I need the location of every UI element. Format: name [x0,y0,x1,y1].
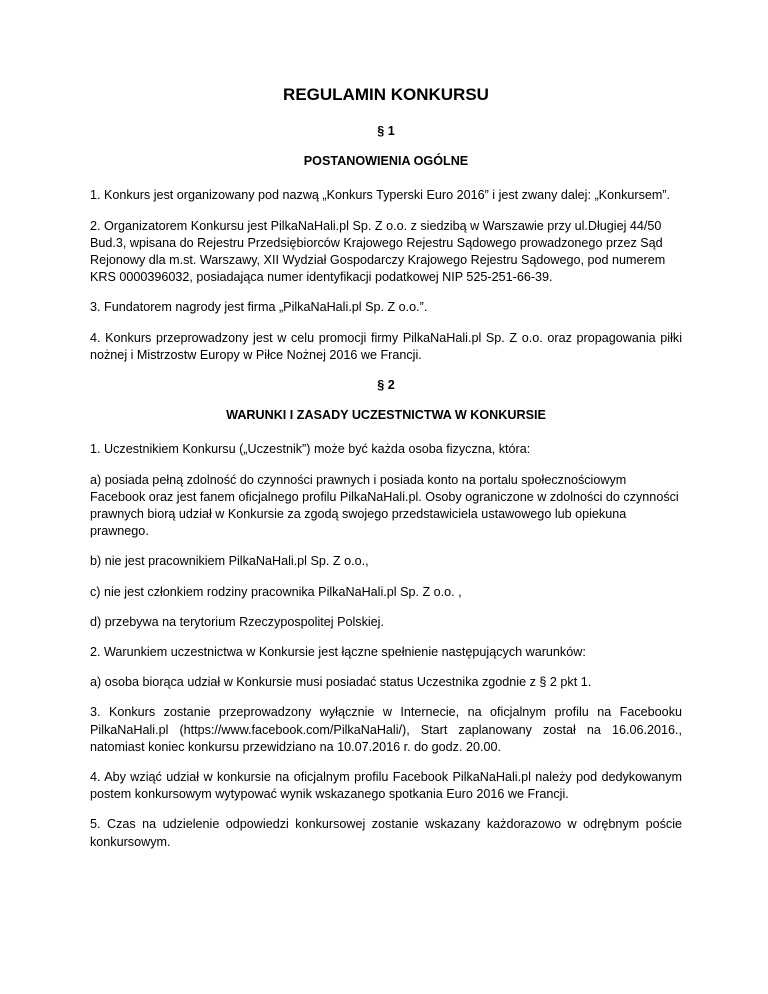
section-2-heading: WARUNKI I ZASADY UCZESTNICTWA W KONKURSIE [226,408,546,423]
document-page [90,84,682,864]
section-1-heading: POSTANOWIENIA OGÓLNE [303,154,469,169]
section-2-paragraph-2: a) posiada pełną zdolność do czynności prawnych i posiada konto na portalu społecznościowym Facebook oraz jest fanem oficjalnego profilu PilkaNaHali.pl. Osoby ograniczone w zdolności do czynności prawnych biorą udział w Konkursie za zgodą swojego przedstawiciela ustawowego lub opiekuna prawnego. [90,472,679,539]
section-1-paragraph-1: 1. Konkurs jest organizowany pod nazwą „Konkurs Typerski Euro 2016” i jest zwany dalej: „Konkursem”. [90,188,671,203]
section-2-paragraph-6: 2. Warunkiem uczestnictwa w Konkursie jest łączne spełnienie następujących warunków: [90,645,586,660]
section-2-paragraph-9: 4. Aby wziąć udział w konkursie na oficjalnym profilu Facebook PilkaNaHali.pl należy pod dedykowanym postem konkursowym wytypować wynik wskazanego spotkania Euro 2016 we Francji. [90,770,682,802]
document-title: REGULAMIN KONKURSU [283,85,489,104]
section-2-paragraph-3: b) nie jest pracownikiem PilkaNaHali.pl Sp. Z o.o., [90,554,369,569]
section-2-paragraph-1: 1. Uczestnikiem Konkursu („Uczestnik”) może być każda osoba fizyczna, która: [90,442,531,457]
section-2-paragraph-5: d) przebywa na terytorium Rzeczypospolitej Polskiej. [90,614,384,629]
section-1-paragraph-4: 4. Konkurs przeprowadzony jest w celu promocji firmy PilkaNaHali.pl Sp. Z o.o. oraz propagowania piłki nożnej i Mistrzostw Europy w Piłce Nożnej 2016 we Francji. [90,330,682,362]
section-2-paragraph-8: 3. Konkurs zostanie przeprowadzony wyłącznie w Internecie, na oficjalnym profilu na Facebooku PilkaNaHali.pl (https://www.facebook.com/PilkaNaHali/), Start zaplanowany został na 16.06.2016., natomiast koniec konkursu przewidziano na 10.07.2016 r. do godz. 20.00. [90,705,682,754]
section-1-number: § 1 [377,124,395,138]
section-2-paragraph-4: c) nie jest członkiem rodziny pracownika PilkaNaHali.pl Sp. Z o.o. , [90,584,462,599]
section-1-paragraph-3: 3. Fundatorem nagrody jest firma „PilkaNaHali.pl Sp. Z o.o.”. [90,300,428,315]
section-1-paragraph-2: 2. Organizatorem Konkursu jest PilkaNaHali.pl Sp. Z o.o. z siedzibą w Warszawie przy ul.Długiej 44/50 Bud.3, wpisana do Rejestru Przedsiębiorców Krajowego Rejestru Sądowego prowadzonego przez Sąd Rejonowy dla m.st. Warszawy, XII Wydział Gospodarczy Krajowego Rejestru Sądowego, pod numerem KRS 0000396032, posiadająca numer identyfikacji podatkowej NIP 525-251-66-39. [90,218,666,285]
section-2-paragraph-10: 5. Czas na udzielenie odpowiedzi konkursowej zostanie wskazany każdorazowo w odrębnym poście konkursowym. [90,817,682,849]
section-2-number: § 2 [377,378,395,393]
section-2-paragraph-7: a) osoba biorąca udział w Konkursie musi posiadać status Uczestnika zgodnie z § 2 pkt 1. [90,675,592,690]
